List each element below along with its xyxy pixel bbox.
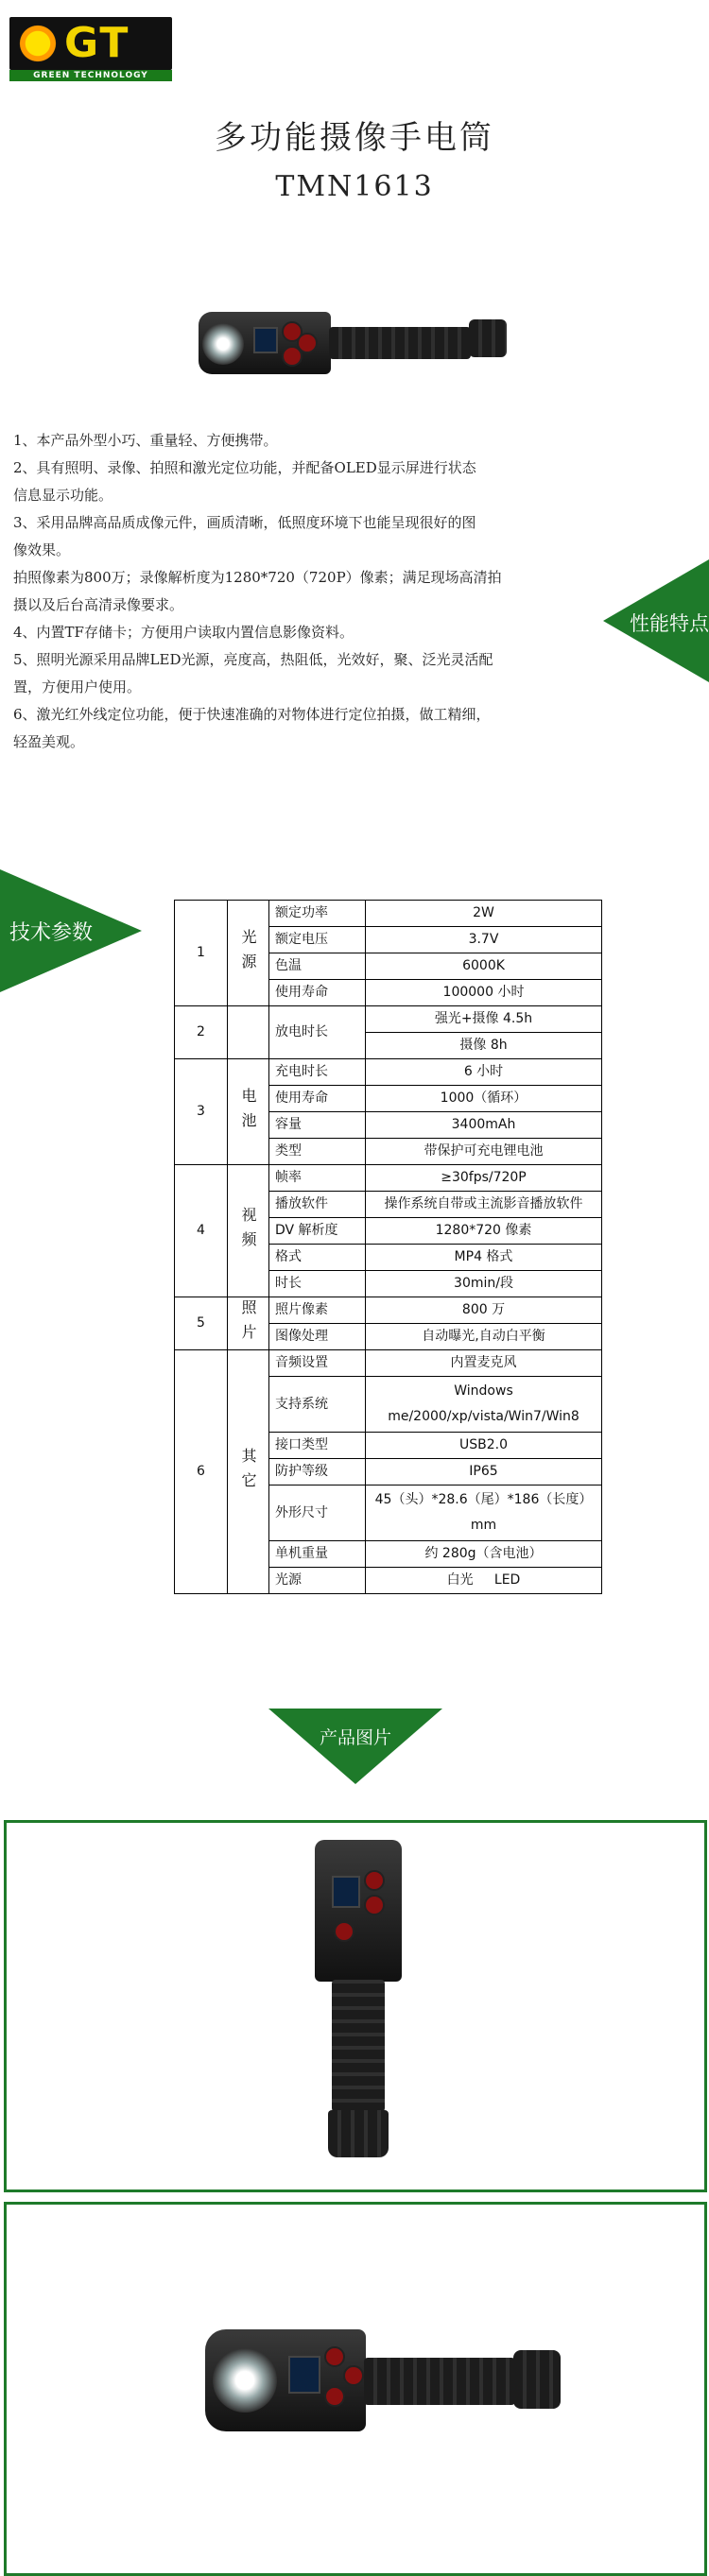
spec-label: 帧率 [269, 1165, 366, 1192]
feature-line: 轻盈美观。 [13, 733, 85, 750]
spec-value: 45（头）*28.6（尾）*186（长度）mm [366, 1485, 602, 1541]
table-row [175, 1350, 602, 1377]
table-row [175, 1297, 602, 1324]
features-list [13, 427, 580, 756]
group-category: 照片 [228, 1297, 269, 1350]
product-image-frame [4, 1820, 707, 2192]
spec-label: 容量 [269, 1112, 366, 1139]
spec-label: 充电时长 [269, 1059, 366, 1086]
table-row [175, 901, 602, 927]
feature-line: 6、激光红外线定位功能，便于快速准确的对物体进行定位拍摄，做工精细， [13, 706, 491, 723]
group-number: 4 [175, 1165, 228, 1297]
spec-value: ≥30fps/720P [366, 1165, 602, 1192]
spec-value: USB2.0 [366, 1433, 602, 1459]
group-category: 光源 [228, 901, 269, 1006]
model-number: TMN1613 [275, 170, 434, 203]
spec-value: Windows me/2000/xp/vista/Win7/Win8 [366, 1377, 602, 1433]
spec-value: MP4 格式 [366, 1245, 602, 1271]
spec-value: 带保护可充电锂电池 [366, 1139, 602, 1165]
spec-label: 支持系统 [269, 1377, 366, 1433]
product-images-banner [268, 1709, 442, 1784]
spec-label: 类型 [269, 1139, 366, 1165]
spec-label: 外形尺寸 [269, 1485, 366, 1541]
spec-label: 额定功率 [269, 901, 366, 927]
group-number: 1 [175, 901, 228, 1006]
spec-value: 白光 LED [366, 1568, 602, 1594]
feature-line: 2、具有照明、录像、拍照和激光定位功能，并配备OLED显示屏进行状态 [13, 459, 476, 476]
spec-label: 音频设置 [269, 1350, 366, 1377]
group-category: 其它 [228, 1350, 269, 1594]
spec-value: 操作系统自带或主流影音播放软件 [366, 1192, 602, 1218]
spec-label: 照片像素 [269, 1297, 366, 1324]
spec-value: 30min/段 [366, 1271, 602, 1297]
spec-value: 100000 小时 [366, 980, 602, 1006]
features-banner-label: 性能特点 [630, 612, 709, 635]
sun-icon [15, 21, 61, 66]
feature-line: 像效果。 [13, 541, 71, 558]
logo-letters: GT [64, 19, 130, 67]
group-number: 6 [175, 1350, 228, 1594]
spec-value: 3400mAh [366, 1112, 602, 1139]
spec-label: 额定电压 [269, 927, 366, 953]
feature-line: 摄以及后台高清录像要求。 [13, 596, 184, 613]
feature-line: 拍照像素为800万；录像解析度为1280*720（720P）像素；满足现场高清拍 [13, 569, 502, 586]
feature-line: 4、内置TF存储卡；方便用户读取内置信息影像资料。 [13, 624, 354, 641]
page-title: 多功能摄像手电筒 [215, 119, 494, 157]
spec-label: 单机重量 [269, 1541, 366, 1568]
spec-label: 图像处理 [269, 1324, 366, 1350]
specs-banner-label: 技术参数 [9, 921, 94, 945]
spec-value: 摄像 8h [366, 1033, 602, 1059]
features-banner [603, 559, 709, 682]
spec-value: IP65 [366, 1459, 602, 1485]
spec-label: 防护等级 [269, 1459, 366, 1485]
feature-line: 信息显示功能。 [13, 487, 113, 504]
spec-label: 光源 [269, 1568, 366, 1594]
brand-logo [9, 17, 172, 81]
spec-value: 6 小时 [366, 1059, 602, 1086]
spec-label: 使用寿命 [269, 980, 366, 1006]
logo-tagline: GREEN TECHNOLOGY [9, 70, 172, 81]
spec-value: 强光+摄像 4.5h [366, 1006, 602, 1033]
spec-label: 格式 [269, 1245, 366, 1271]
table-row [175, 1059, 602, 1086]
feature-line: 1、本产品外型小巧、重量轻、方便携带。 [13, 432, 278, 449]
spec-table [174, 900, 602, 1594]
spec-value: 6000K [366, 953, 602, 980]
group-number: 5 [175, 1297, 228, 1350]
spec-value: 2W [366, 901, 602, 927]
table-row [175, 1006, 602, 1033]
spec-label: 色温 [269, 953, 366, 980]
spec-label: 播放软件 [269, 1192, 366, 1218]
spec-value: 800 万 [366, 1297, 602, 1324]
spec-label: 使用寿命 [269, 1086, 366, 1112]
logo-mark [9, 17, 172, 70]
product-image-frame [4, 2202, 707, 2576]
group-category: 视频 [228, 1165, 269, 1297]
group-number: 2 [175, 1006, 228, 1059]
spec-value: 1280*720 像素 [366, 1218, 602, 1245]
spec-value: 自动曝光,自动白平衡 [366, 1324, 602, 1350]
group-number: 3 [175, 1059, 228, 1165]
spec-value: 1000（循环） [366, 1086, 602, 1112]
group-category: 电池 [228, 1059, 269, 1165]
spec-label: DV 解析度 [269, 1218, 366, 1245]
feature-line: 置，方便用户使用。 [13, 678, 142, 696]
spec-value: 内置麦克风 [366, 1350, 602, 1377]
flashlight-vertical-image [311, 1840, 406, 2171]
table-row [175, 1165, 602, 1192]
hero-flashlight-image [199, 295, 510, 389]
feature-line: 3、采用品牌高品质成像元件，画质清晰，低照度环境下也能呈现很好的图 [13, 514, 476, 531]
spec-label: 时长 [269, 1271, 366, 1297]
specs-banner [0, 869, 142, 992]
spec-value: 3.7V [366, 927, 602, 953]
spec-label: 放电时长 [269, 1006, 366, 1059]
product-images-banner-label: 产品图片 [319, 1727, 391, 1748]
feature-line: 5、照明光源采用品牌LED光源，亮度高，热阻低，光效好，聚、泛光灵活配 [13, 651, 493, 668]
group-category [228, 1006, 269, 1059]
spec-label: 接口类型 [269, 1433, 366, 1459]
flashlight-horizontal-image [205, 2309, 564, 2460]
spec-value: 约 280g（含电池） [366, 1541, 602, 1568]
